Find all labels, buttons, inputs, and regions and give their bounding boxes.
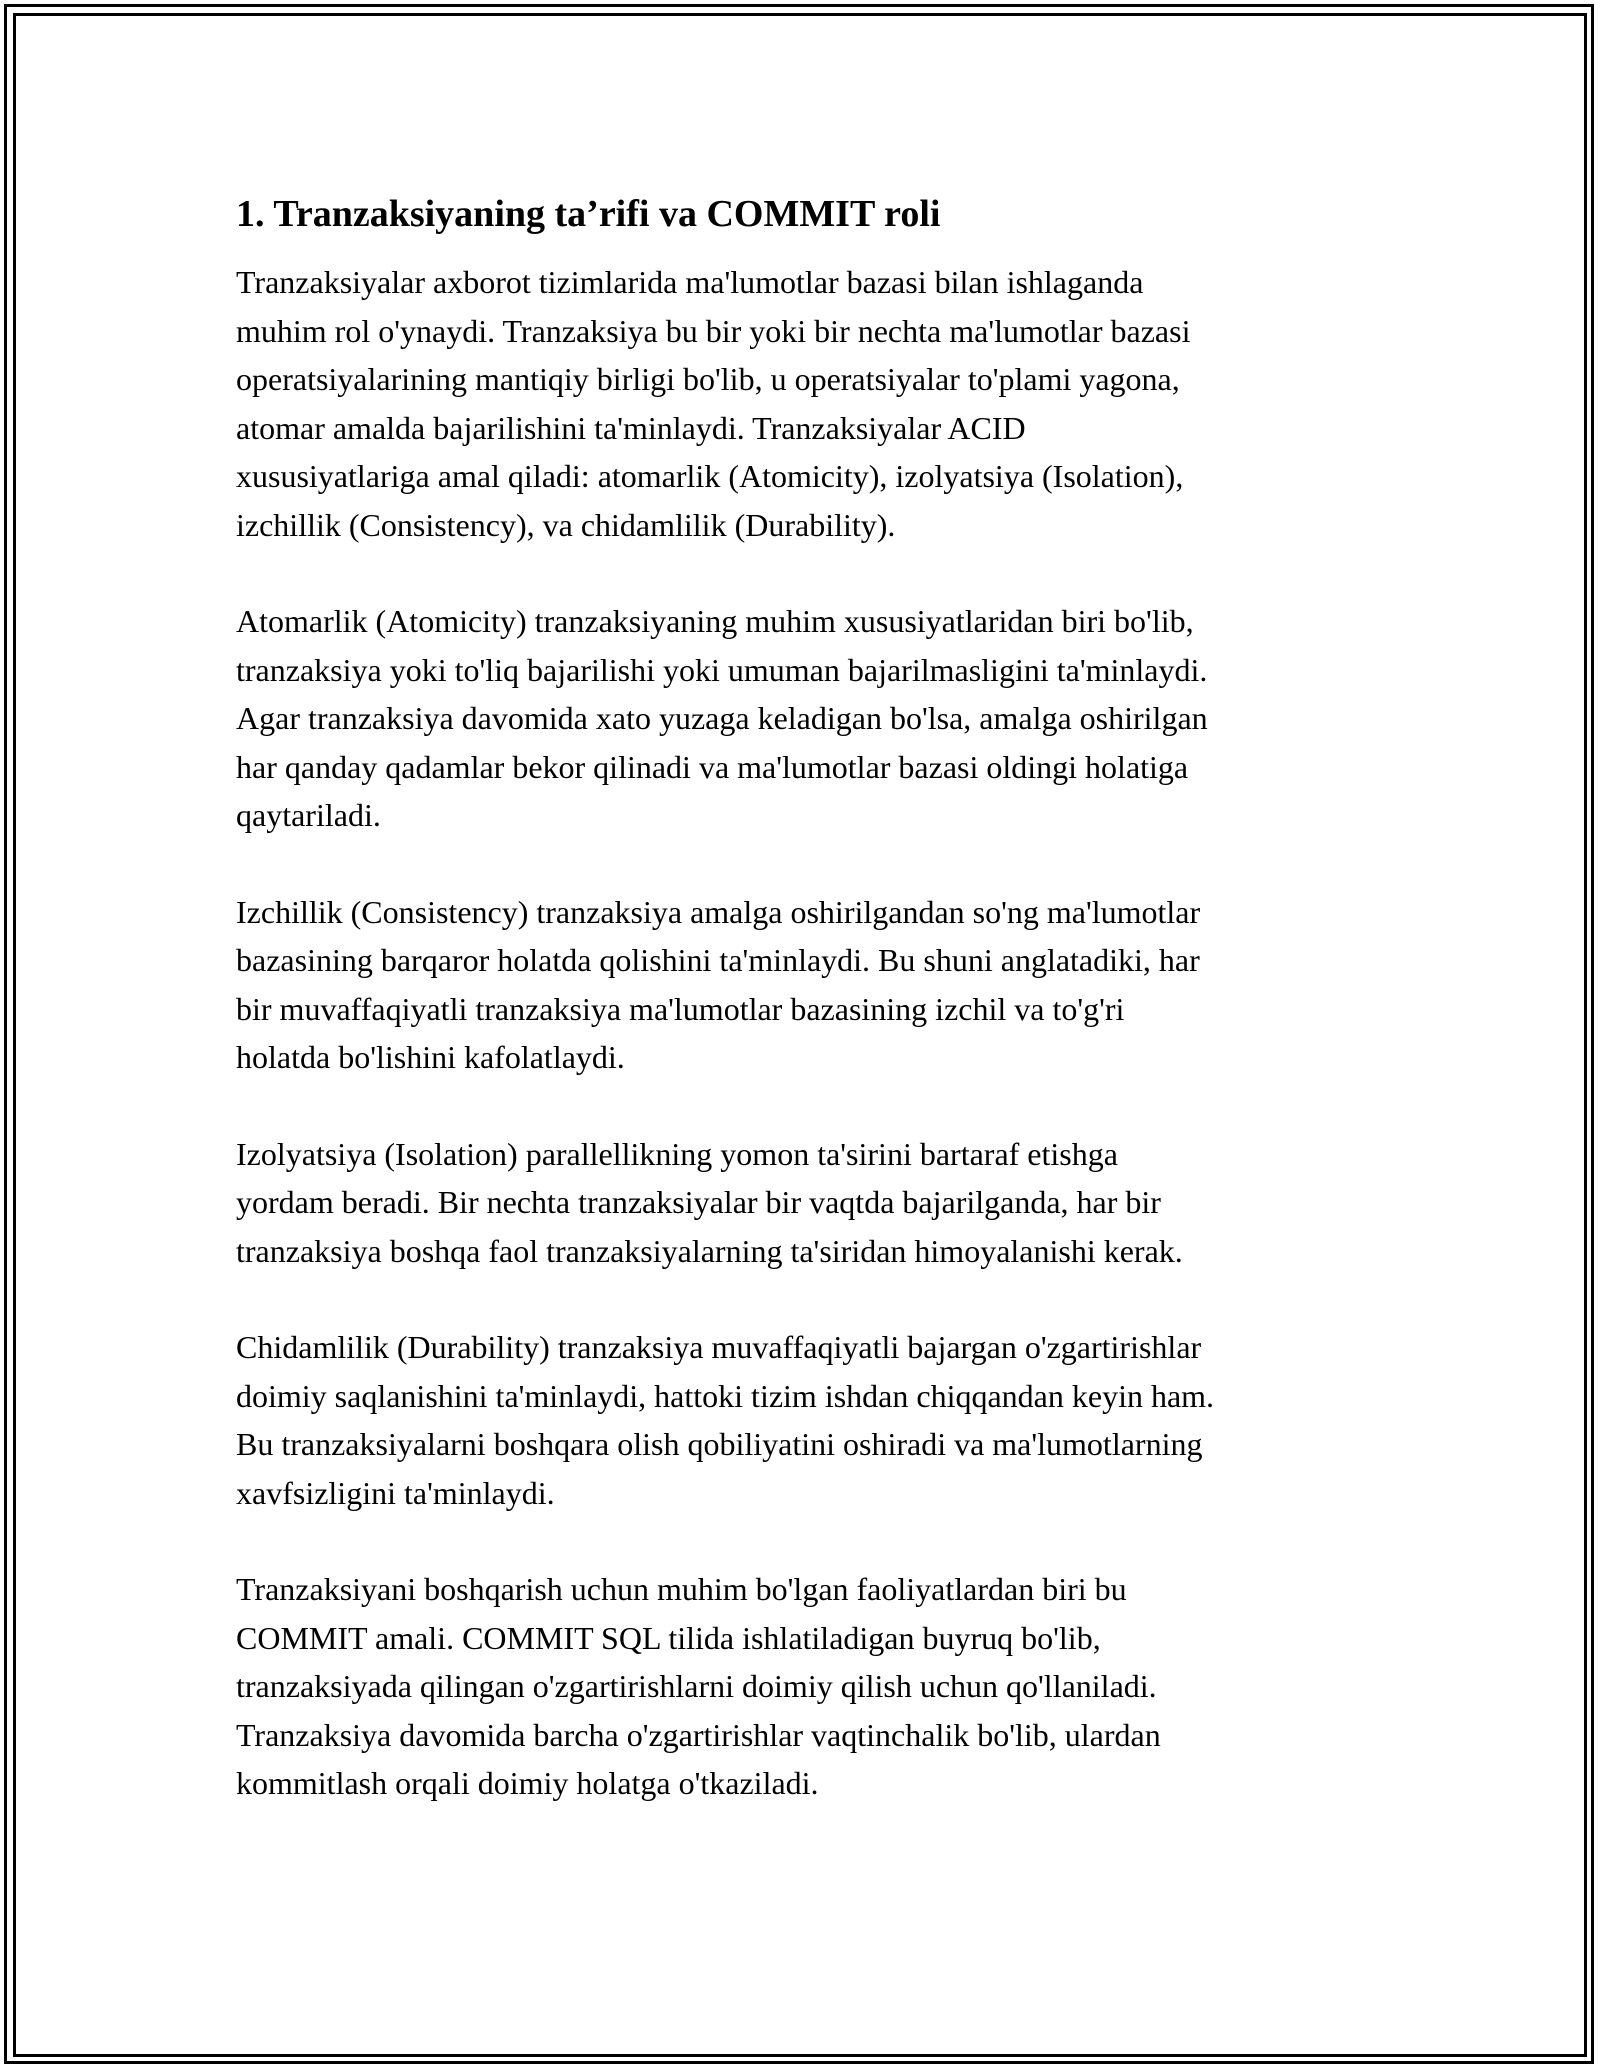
text-line: muhim rol o'ynaydi. Tranzaksiya bu bir yoki bir nechta ma'lumotlar bazasi bbox=[236, 312, 1191, 349]
text-line: Chidamlilik (Durability) tranzaksiya muvaffaqiyatli bajargan o'zgartirishlar bbox=[236, 1329, 1202, 1365]
text-line: bir muvaffaqiyatli tranzaksiya ma'lumotlar bazasining izchil va to'g'ri bbox=[236, 990, 1125, 1027]
text-line: bazasining barqaror holatda qolishini ta'minlaydi. Bu shuni anglatadiki, har bbox=[236, 942, 1200, 978]
text-line: Tranzaksiyalar axborot tizimlarida ma'lumotlar bazasi bilan ishlaganda bbox=[236, 264, 1144, 300]
text-line: izchillik (Consistency), va chidamlilik (Durability). bbox=[236, 506, 896, 543]
text-line: Tranzaksiya davomida barcha o'zgartirishlar vaqtinchalik bo'lib, ulardan bbox=[236, 1716, 1161, 1753]
text-line: yordam beradi. Bir nechta tranzaksiyalar bir vaqtda bajarilganda, har bir bbox=[236, 1184, 1161, 1220]
text-line: Agar tranzaksiya davomida xato yuzaga keladigan bo'lsa, amalga oshirilgan bbox=[236, 700, 1208, 736]
paragraph-isolation bbox=[236, 1130, 1376, 1276]
section-heading: 1. Tranzaksiyaning ta’rifi va COMMIT roli bbox=[236, 193, 941, 235]
text-line: har qanday qadamlar bekor qilinadi va ma'lumotlar bazasi oldingi holatiga bbox=[236, 748, 1189, 785]
text-line: Tranzaksiyani boshqarish uchun muhim bo'lgan faoliyatlardan biri bu bbox=[236, 1571, 1127, 1607]
text-line: Izolyatsiya (Isolation) parallellikning yomon ta'sirini bartaraf etishga bbox=[236, 1135, 1118, 1172]
text-line: doimiy saqlanishini ta'minlaydi, hattoki tizim ishdan chiqqandan keyin ham. bbox=[236, 1377, 1215, 1414]
text-line: kommitlash orqali doimiy holatga o'tkaziladi. bbox=[236, 1765, 819, 1801]
text-line: atomar amalda bajarilishini ta'minlaydi. Tranzaksiyalar ACID bbox=[236, 409, 1026, 446]
paragraph-commit bbox=[236, 1565, 1376, 1808]
paragraph-atomicity bbox=[236, 597, 1376, 840]
text-line: tranzaksiya yoki to'liq bajarilishi yoki umuman bajarilmasligini ta'minlaydi. bbox=[236, 651, 1208, 688]
paragraph-durability bbox=[236, 1323, 1376, 1517]
text-line: COMMIT amali. COMMIT SQL tilida ishlatiladigan buyruq bo'lib, bbox=[236, 1619, 1101, 1656]
text-line: Izchillik (Consistency) tranzaksiya amalga oshirilgandan so'ng ma'lumotlar bbox=[236, 893, 1201, 930]
text-line: tranzaksiyada qilingan o'zgartirishlarni doimiy qilish uchun qo'llaniladi. bbox=[236, 1668, 1157, 1704]
text-line: holatda bo'lishini kafolatlaydi. bbox=[236, 1039, 625, 1075]
text-line: qaytariladi. bbox=[236, 797, 381, 833]
text-line: xususiyatlariga amal qiladi: atomarlik (Atomicity), izolyatsiya (Isolation), bbox=[236, 458, 1184, 494]
text-line: operatsiyalarining mantiqiy birligi bo'lib, u operatsiyalar to'plami yagona, bbox=[236, 361, 1180, 397]
text-line: tranzaksiya boshqa faol tranzaksiyalarning ta'siridan himoyalanishi kerak. bbox=[236, 1232, 1183, 1269]
text-line: xavfsizligini ta'minlaydi. bbox=[236, 1474, 555, 1511]
paragraph-intro bbox=[236, 258, 1376, 549]
text-line: Bu tranzaksiyalarni boshqara olish qobiliyatini oshiradi va ma'lumotlarning bbox=[236, 1426, 1203, 1462]
text-line: Atomarlik (Atomicity) tranzaksiyaning muhim xususiyatlaridan biri bo'lib, bbox=[236, 603, 1194, 639]
document-body bbox=[236, 186, 1376, 1856]
paragraph-consistency bbox=[236, 888, 1376, 1082]
